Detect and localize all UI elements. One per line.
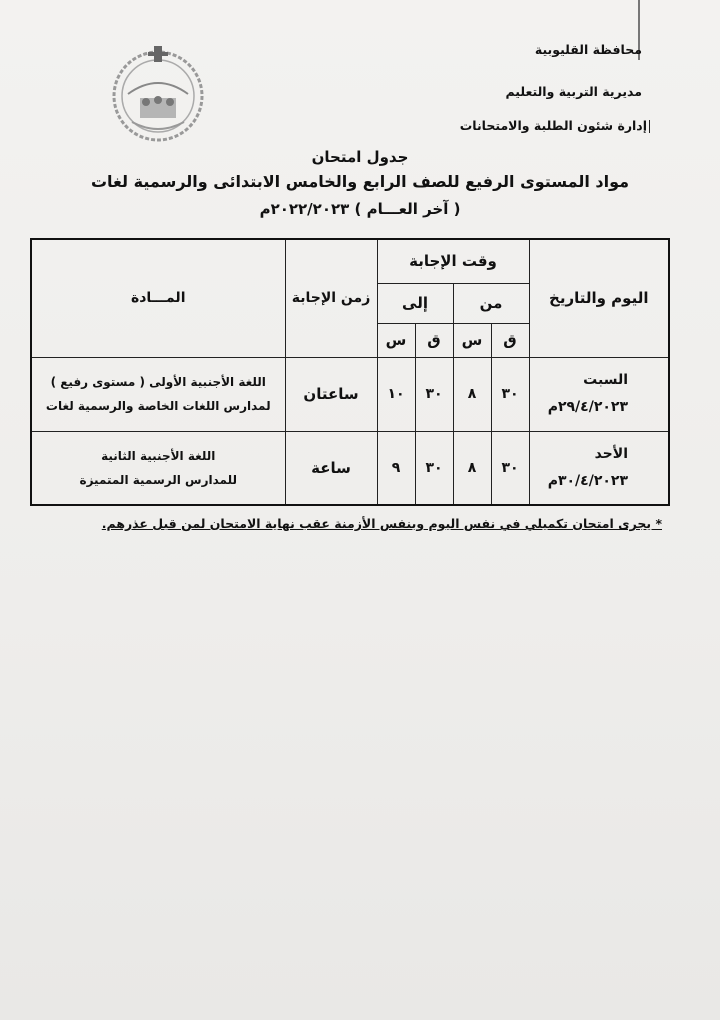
from-minute-cell: ٣٠ [491, 431, 529, 505]
table-row [31, 431, 669, 505]
from-hour-cell: ٨ [453, 431, 491, 505]
title-line-2: مواد المستوى الرفيع للصف الرابع والخامس الابتدائى والرسمية لغات [90, 172, 630, 191]
header-from-hour: س [453, 323, 491, 357]
header-to-hour: س [377, 323, 415, 357]
day-date-cell [529, 431, 669, 505]
header-from-minute: ق [491, 323, 529, 357]
to-hour-cell: ٩ [377, 431, 415, 505]
directorate-name: مديرية التربية والتعليم [505, 84, 642, 99]
header-answer-time: وقت الإجابة [377, 239, 529, 283]
subject-line-1: اللغة الأجنبية الثانية [101, 448, 216, 463]
from-minute-cell: ٣٠ [491, 357, 529, 431]
title-line-1: جدول امتحان [311, 148, 409, 166]
duration-cell: ساعة [285, 431, 377, 505]
table-row [31, 357, 669, 431]
exam-schedule-table [30, 238, 670, 506]
from-hour-cell: ٨ [453, 357, 491, 431]
header-day-date: اليوم والتاريخ [529, 239, 669, 357]
to-minute-cell: ٣٠ [415, 357, 453, 431]
exam-date: ٢٩/٤/٢٠٢٣م [547, 399, 628, 415]
subject-cell [31, 431, 285, 505]
governorate-name: محافظة القليوبية [534, 42, 642, 57]
day-name: الأحد [594, 446, 628, 463]
header-duration: زمن الإجابة [285, 239, 377, 357]
department-name: إدارة شئون الطلبة والامتحانات [460, 120, 650, 133]
day-name: السبت [583, 372, 628, 389]
header-to-minute: ق [415, 323, 453, 357]
to-minute-cell: ٣٠ [415, 431, 453, 505]
header-from: من [453, 283, 529, 323]
subject-cell [31, 357, 285, 431]
ministry-logo [106, 42, 210, 146]
duration-cell: ساعتان [285, 357, 377, 431]
subject-line-2: لمدارس اللغات الخاصة والرسمية لغات [45, 399, 271, 413]
exam-date: ٣٠/٤/٢٠٢٣م [547, 472, 628, 489]
footnote: * يجرى امتحان تكميلي في نفس اليوم وبنفس الأزمنة عقب نهاية الامتحان لمن قبل عذرهم. [101, 516, 662, 531]
subject-line-2: للمدارس الرسمية المتميزة [79, 472, 237, 487]
day-date-cell [529, 357, 669, 431]
to-hour-cell: ١٠ [377, 357, 415, 431]
header-subject: المـــادة [31, 239, 285, 357]
title-line-3: ( آخر العـــام ) ٢٠٢٢/٢٠٢٣م [259, 200, 461, 218]
header-to: إلى [377, 283, 453, 323]
subject-line-1: اللغة الأجنبية الأولى ( مستوى رفيع ) [50, 375, 266, 389]
